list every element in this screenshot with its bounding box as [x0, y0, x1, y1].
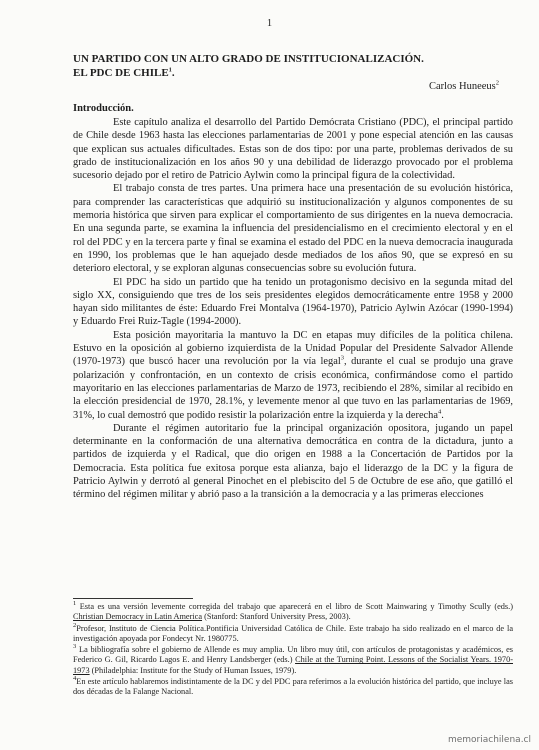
document-title	[73, 52, 513, 80]
footnote-ref-1: 1	[168, 66, 172, 74]
paragraph-4-part-b: , durante el cual se produjo una grave polarización y confrontación, en un contexto de crisis económica, confirmándose como el partido mayoritario en las elecciones parlamentarias de Marzo de 1973, recibiendo el 28%, similar al recibido en la elección presidencial de 1970, 28.1%, y levemente menor al que tuvo en las parlamentarias de 1969, 31%, lo cual demostró que podido resistir la polarización entre la izquierda y la derecha	[73, 356, 513, 421]
body-text	[73, 116, 513, 502]
paragraph-4	[73, 329, 513, 422]
footnote-1-book-title: Christian Democracy in Latin America	[73, 612, 203, 622]
footnote-2	[73, 621, 513, 645]
footnote-4-mark: 4	[73, 675, 77, 683]
title-line-2	[73, 66, 513, 80]
footnote-3-mark: 3	[73, 643, 77, 651]
footnote-2-text: Profesor, Instituto de Ciencia Política.Pontificia Universidad Católica de Chile. Este trabajo ha sido realizado en el marco de la investigación apoyada por Fondecyt Nr. 1980775.	[73, 623, 513, 643]
footnote-4	[73, 677, 513, 698]
paragraph-2: El trabajo consta de tres partes. Una primera hace una presentación de su evolución histórica, para comprender las características que adquirió su institucionalización y algunos componentes de su memoria histórica que sirven para explicar el comportamiento de sus dirigentes en la nueva democracia. En una segunda parte, se examina la influencia del presidencialismo en el crecimiento electoral y en el rol del PDC y en la tercera parte y final se examina el estado del PDC en la nueva democracia inaugurada en 1990, los problemas que le han aquejado desde mediados de los años 90, que se expresó en su deterioro electoral, y se exploran algunas consecuencias sobre su evolución futura.	[73, 183, 513, 275]
footnote-3	[73, 645, 513, 676]
footnote-4-text: En este artículo hablaremos indistintamente de la DC y del PDC para referirnos a la evolución histórica del partido, que incluye las dos décadas de la Falange Nacional.	[73, 677, 513, 697]
watermark: memoriachilena.cl	[447, 735, 531, 745]
footnote-ref-2: 2	[495, 79, 499, 87]
title-line-2-text: EL PDC DE CHILE	[73, 67, 169, 79]
page-number: 1	[266, 18, 273, 29]
footnote-ref-3: 3	[340, 354, 344, 362]
footnote-divider	[73, 598, 193, 599]
footnote-ref-4: 4	[437, 408, 442, 416]
author-text: Carlos Huneeus	[428, 81, 496, 92]
author-name	[429, 81, 499, 92]
footnote-1	[73, 602, 513, 623]
footnote-1-text-b: (Stanford: Stanford University Press, 2003).	[202, 612, 351, 622]
paragraph-5: Durante el régimen autoritario fue la principal organización opositora, jugando un papel determinante en la conformación de una alternativa democrática en contra de la dictadura, junto a partidos de izquierda y el Radical, que dio origen en 1988 a la Concertación de Partidos por la Democracia. Esta política fue exitosa porque esta alianza, bajo el liderazgo de la DC y la figura de Patricio Aylwin y derrotó al general Pinochet en el plebiscito del 5 de Octubre de ese año, que gatilló el término del régimen militar y abrió paso a la transición a la democracia y a las primeras elecciones	[73, 422, 513, 501]
footnote-1-mark: 1	[73, 600, 77, 608]
paragraph-1: Este capítulo analiza el desarrollo del Partido Demócrata Cristiano (PDC), el principal partido de Chile desde 1963 hasta las elecciones parlamentarias de 2001 y pone especial atención en las causas que explican sus actuales dificultades. Estas son de dos tipo: por una parte, problemas derivados de su grado de institucionalización en los años 90 y una debilidad de liderazgo provocado por el problema sucesorio dejado por el retiro de Patricio Aylwin como la principal figura de la colectividad.	[73, 117, 513, 182]
footnote-3-text-b: (Philadelphia: Institute for the Study of Human Issues, 1979).	[89, 665, 297, 675]
title-line-2-end: .	[171, 67, 175, 79]
footnotes	[73, 602, 513, 699]
paragraph-4-part-a: Esta posición mayoritaria la mantuvo la DC en etapas muy difíciles de la política chilena. Estuvo en la oposición al gobierno izquierdista de la Unidad Popular del Presidente Salvador Allende (1970-1973) que buscó hacer una revolución por la vía legal	[73, 329, 513, 368]
paragraph-4-end: .	[441, 409, 444, 421]
title-line-1: UN PARTIDO CON UN ALTO GRADO DE INSTITUCIONALIZACIÓN.	[73, 53, 424, 65]
paragraph-3: El PDC ha sido un partido que ha tenido un protagonismo decisivo en la segunda mitad del siglo XX, consiguiendo que tres de los seis presidentes elegidos democráticamente entre 1958 y 2000 hayan sido militantes de éste: Eduardo Frei Montalva (1964-1970), Patricio Aylwin Azócar (1990-1994) y Eduardo Frei Ruiz-Tagle (1994-2000).	[73, 276, 513, 328]
footnote-3-book-title: Chile at the Turning Point. Lessons of the Socialist Years. 1970-1973	[73, 655, 513, 675]
section-heading: Introducción.	[73, 103, 134, 114]
footnote-3-text-a: La bibliografía sobre el gobierno de Allende es muy amplia. Un libro muy útil, con artículos de protagonistas y académicos, es Federico G. Gil, Ricardo Lagos E. and Henry Landsberger (eds.)	[73, 645, 513, 665]
footnote-1-text-a: Esta es una versión levemente corregida del trabajo que aparecerá en el libro de Scott Mainwaring y Timothy Scully (eds.)	[76, 602, 513, 611]
footnote-2-mark: 2	[73, 621, 77, 629]
